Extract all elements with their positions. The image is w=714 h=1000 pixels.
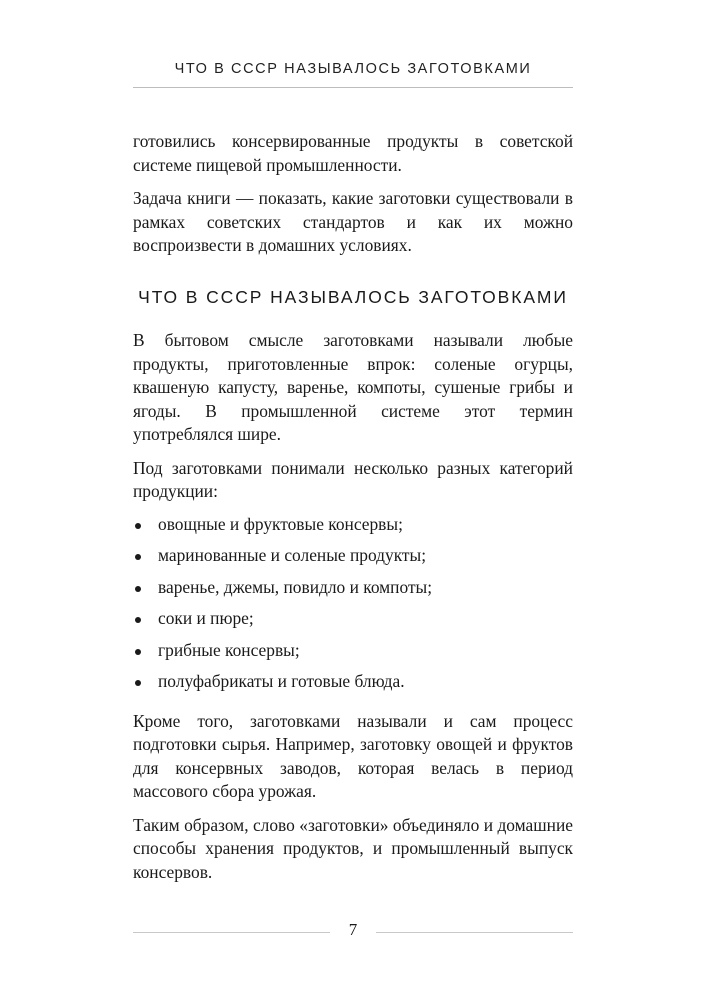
footer-divider-left: [133, 932, 330, 933]
body-text: [133, 130, 573, 894]
page-number: 7: [348, 920, 358, 939]
footer-divider-right: [376, 932, 573, 933]
section-title: ЧТО В СССР НАЗЫВАЛОСЬ ЗАГОТОВКАМИ: [138, 286, 568, 307]
bullet-icon: [135, 680, 141, 686]
bullet-icon: [135, 586, 141, 592]
intro-paragraph-1: готовились консервированные продукты в советской системе пищевой промышленности.: [133, 131, 573, 175]
category-list: [133, 513, 573, 702]
section-paragraph-3: Кроме того, заготовками называли и сам процесс подготовки сырья. Например, заготовку овощей и фруктов для консервных заводов, которая велась в период массового сбора урожая.: [133, 710, 573, 801]
bullet-icon: [135, 523, 141, 529]
section-paragraph-1: В бытовом смысле заготовками называли любые продукты, приготовленные впрок: соленые огурцы, квашеную капусту, варенье, компоты, сушеные грибы и ягоды. В промышленной системе этот термин употреблялся шире.: [133, 330, 573, 444]
running-header: ЧТО В СССР НАЗЫВАЛОСЬ ЗАГОТОВКАМИ: [174, 61, 532, 77]
bullet-icon: [135, 554, 141, 560]
bullet-icon: [135, 617, 141, 623]
list-item: овощные и фруктовые консервы;: [133, 513, 573, 545]
section-paragraph-2: Под заготовками понимали несколько разных категорий продукции:: [133, 457, 573, 501]
bullet-icon: [135, 649, 141, 655]
list-item: соки и пюре;: [133, 607, 573, 639]
intro-paragraph-2: Задача книги — показать, какие заготовки существовали в рамках советских стандартов и как их можно воспроизвести в домашних условиях.: [133, 188, 573, 255]
section-paragraph-4: Таким образом, слово «заготовки» объединяло и домашние способы хранения продуктов, и промышленный выпуск консервов.: [133, 814, 573, 882]
list-item: маринованные и соленые продукты;: [133, 544, 573, 576]
list-item: варенье, джемы, повидло и компоты;: [133, 576, 573, 608]
header-divider: [133, 87, 573, 88]
list-item: полуфабрикаты и готовые блюда.: [133, 670, 573, 702]
list-item: грибные консервы;: [133, 639, 573, 671]
